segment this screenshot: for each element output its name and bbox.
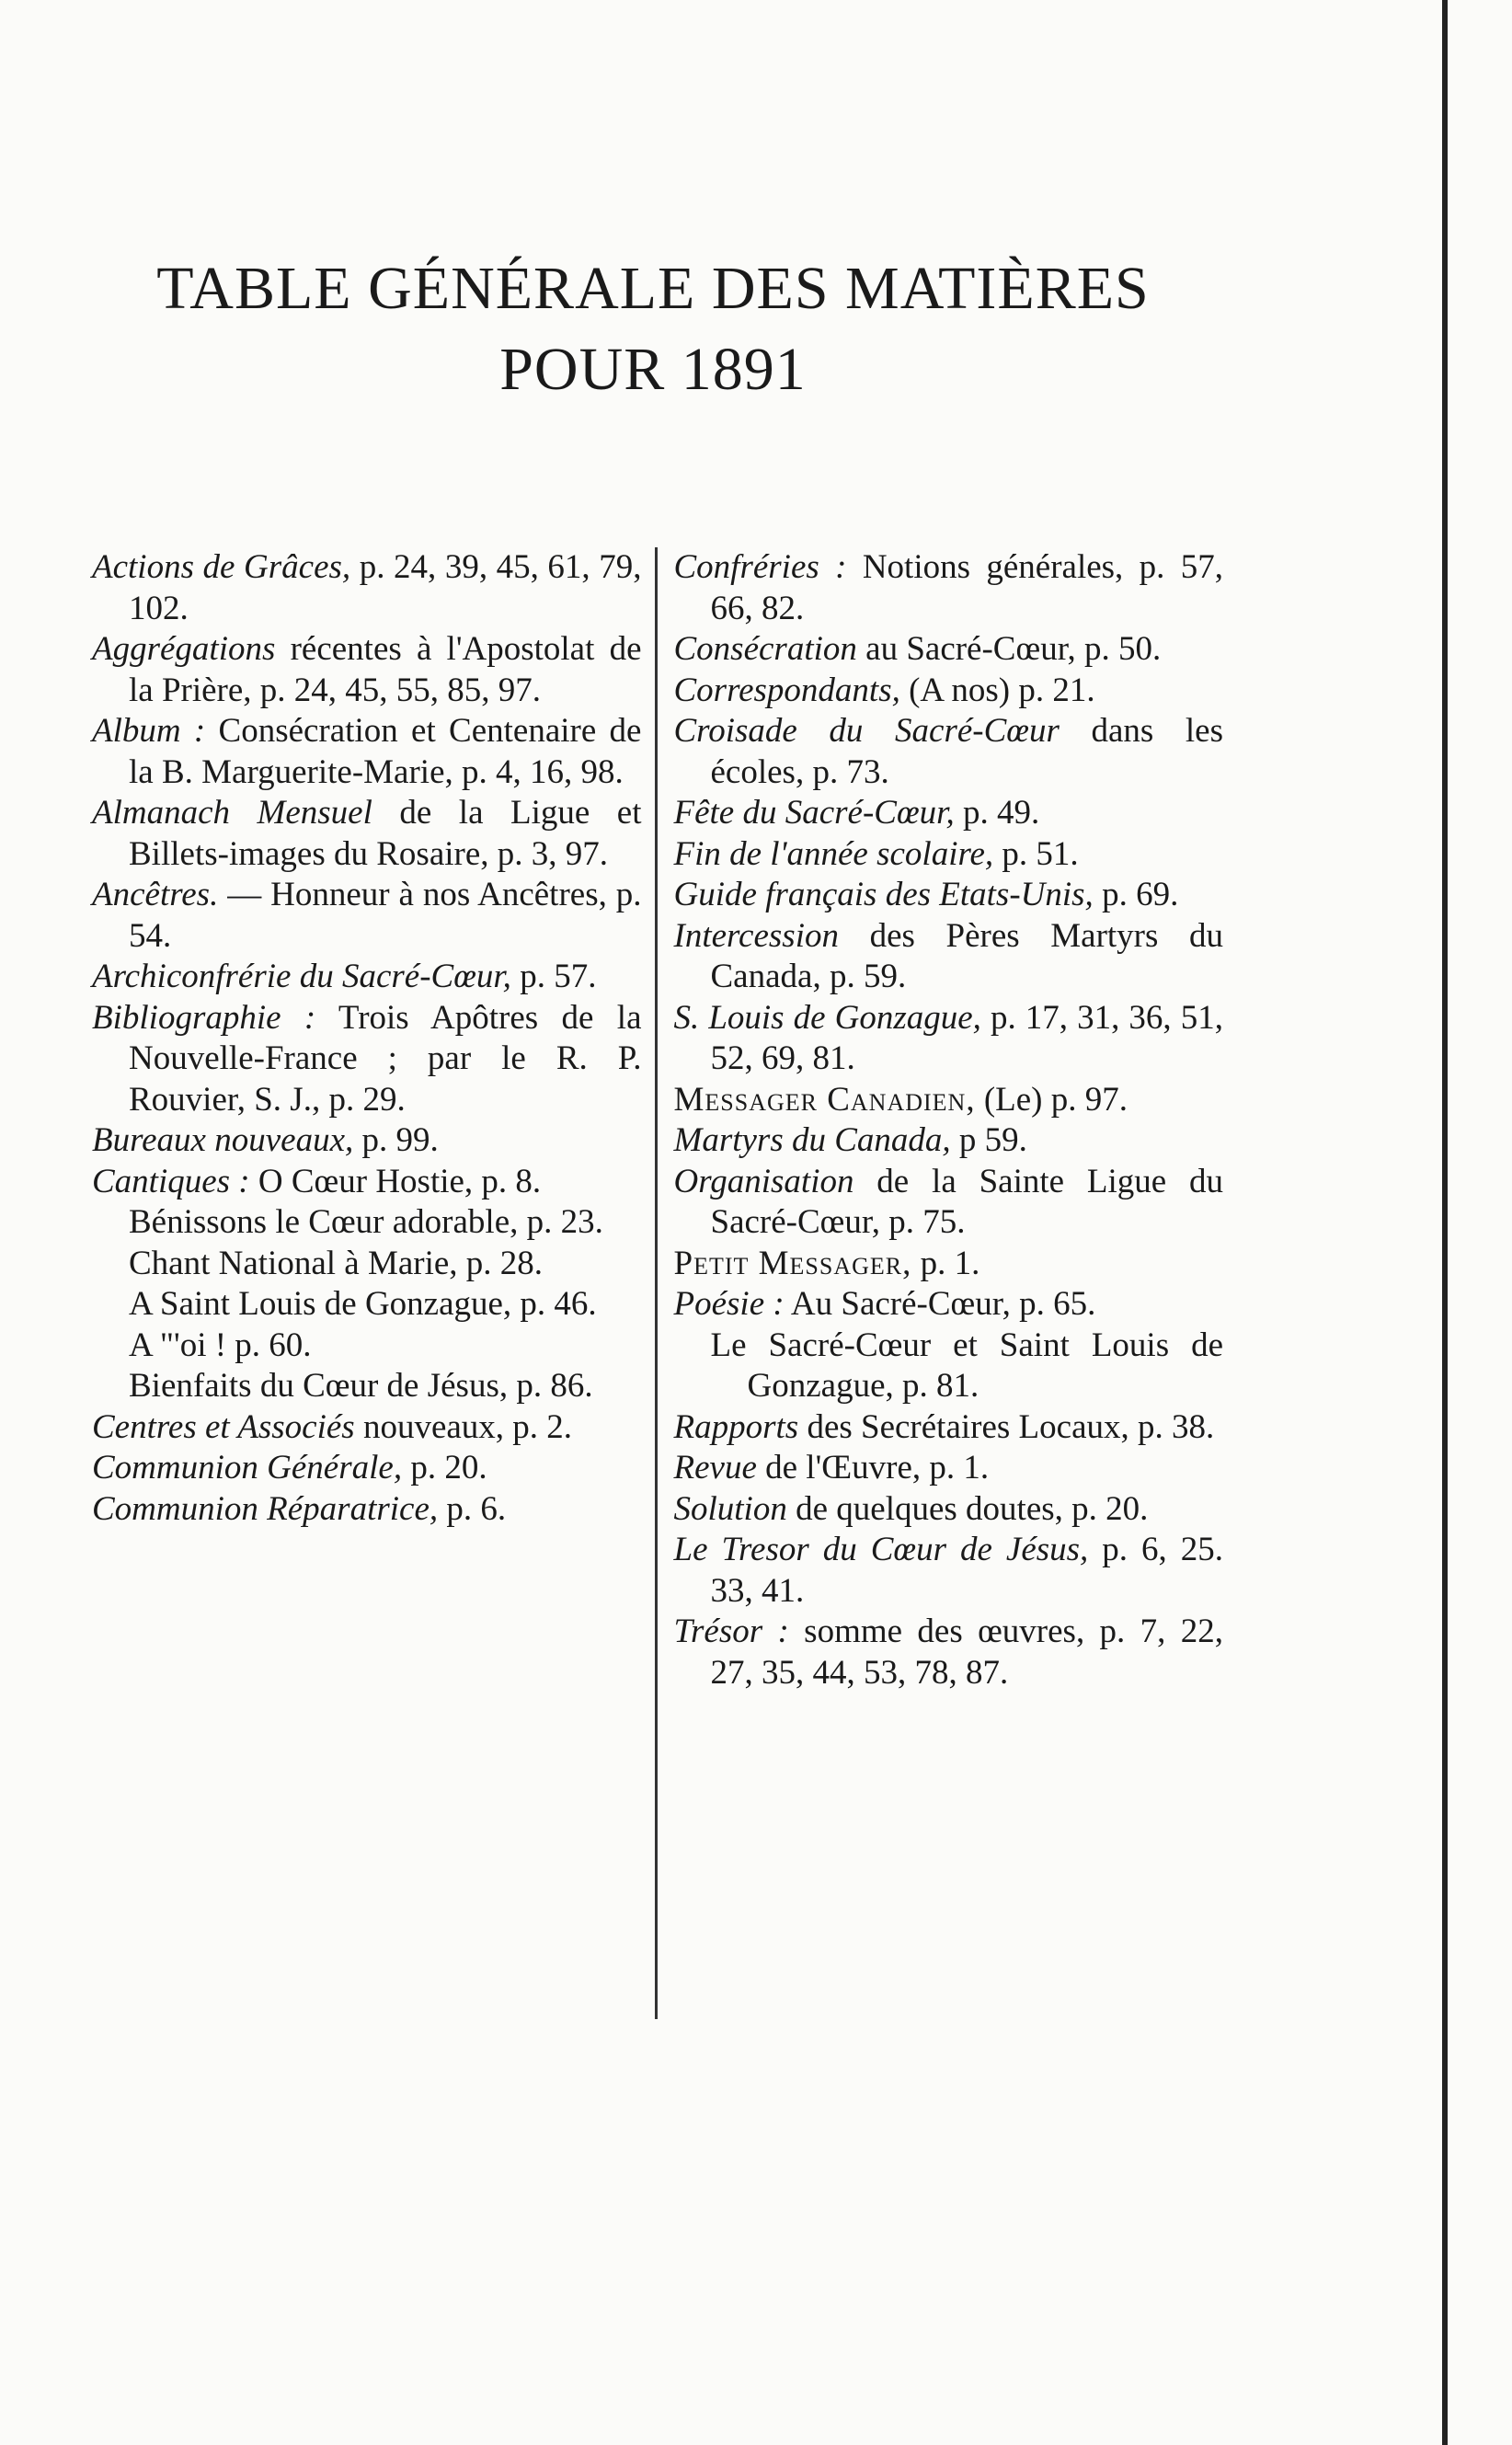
index-entry <box>92 1202 642 1244</box>
page-title <box>92 248 1214 410</box>
entry-term: Organisation <box>673 1162 854 1200</box>
index-entry <box>92 875 642 957</box>
index-entry <box>674 1080 1224 1121</box>
index-entry <box>674 629 1224 671</box>
entry-term: Archiconfrérie du Sacré-Cœur, <box>92 958 511 995</box>
index-entry <box>92 1407 642 1449</box>
entry-pages: Notions générales, p. 57, 66, 82. <box>710 548 1223 627</box>
index-entry <box>92 1489 642 1531</box>
index-entry <box>92 547 642 629</box>
index-entry <box>674 1489 1224 1531</box>
entry-pages: p. 57. <box>510 958 597 995</box>
entry-pages: (Le) p. 97. <box>975 1080 1128 1119</box>
index-entry <box>674 1120 1224 1162</box>
entry-term: Intercession <box>673 916 839 955</box>
entry-term: Martyrs du Canada, <box>673 1121 951 1159</box>
entry-term: Trésor : <box>673 1613 789 1650</box>
index-entry <box>674 547 1224 629</box>
entry-term: Croisade du Sacré-Cœur <box>673 712 1060 750</box>
entry-term: Album : <box>92 712 206 750</box>
entry-term: Centres et Associés <box>92 1407 355 1446</box>
entry-pages: Chant National à Marie, p. 28. <box>129 1244 544 1282</box>
entry-term: Confréries : <box>673 548 847 586</box>
entry-pages: dans les écoles, p. 73. <box>710 712 1223 791</box>
entry-term: Almanach Mensuel <box>92 794 372 832</box>
entry-pages: (A nos) p. 21. <box>899 671 1095 709</box>
index-entry <box>674 711 1224 793</box>
entry-pages: p. 24, 39, 45, 61, 79, 102. <box>129 548 642 627</box>
entry-pages: p. 20. <box>402 1449 487 1487</box>
entry-pages: récentes à l'Apostolat de la Prière, p. 24, 45, 55, 85, 97. <box>129 630 642 709</box>
entry-term: Poésie : <box>673 1285 785 1323</box>
index-entry <box>674 1530 1224 1612</box>
index-entry <box>674 1612 1224 1693</box>
entry-term: Ancêtres. <box>92 876 219 913</box>
entry-pages: de la Ligue et Billets-images du Rosaire, p. 3, 97. <box>129 794 642 873</box>
entry-term: Bureaux nouveaux, <box>92 1121 354 1159</box>
entry-pages: A Saint Louis de Gonzague, p. 46. <box>129 1285 597 1323</box>
entry-pages: p. 6. <box>438 1489 507 1528</box>
entry-term: Messager Canadien, <box>673 1080 976 1119</box>
entry-term: Guide français des Etats-Unis, <box>673 876 1094 913</box>
entry-term: Le Tresor du Cœur de Jésus, <box>673 1531 1089 1568</box>
entry-pages: nouveaux, p. 2. <box>354 1407 573 1446</box>
entry-pages: des Pères Martyrs du Canada, p. 59. <box>710 916 1223 995</box>
entry-term: S. Louis de Gonzague, <box>673 998 981 1037</box>
entry-term: Communion Réparatrice, <box>92 1489 439 1528</box>
right-column <box>655 547 1224 2019</box>
entry-pages: p. 6, 25. 33, 41. <box>710 1531 1224 1610</box>
entry-pages: somme des œuvres, p. 7, 22, 27, 35, 44, 53, 78, 87. <box>710 1613 1223 1692</box>
index-entry <box>92 629 642 711</box>
index-entry <box>674 875 1224 916</box>
entry-pages: Bienfaits du Cœur de Jésus, p. 86. <box>129 1367 593 1405</box>
entry-term: Bibliographie : <box>92 998 316 1037</box>
left-column <box>92 547 655 2019</box>
entry-term: Aggrégations <box>92 630 276 668</box>
title-line-2: POUR 1891 <box>499 336 807 403</box>
entry-term: Correspondants, <box>673 671 900 709</box>
entry-term: Revue <box>673 1449 757 1487</box>
index-entry <box>674 998 1224 1080</box>
index-entry <box>92 793 642 875</box>
index-entry <box>92 957 642 998</box>
entry-pages: Consécration et Centenaire de la B. Marguerite-Marie, p. 4, 16, 98. <box>129 712 642 791</box>
entry-pages: de la Sainte Ligue du Sacré-Cœur, p. 75. <box>710 1162 1223 1241</box>
index-entry <box>674 1326 1224 1407</box>
index-entry <box>674 1162 1224 1244</box>
index-entry <box>674 916 1224 998</box>
entry-pages: de l'Œuvre, p. 1. <box>756 1449 990 1487</box>
entry-pages: p. 99. <box>353 1121 439 1159</box>
entry-pages: A "'oi ! p. 60. <box>129 1326 312 1364</box>
index-entry <box>92 1326 642 1367</box>
entry-pages: de quelques doutes, p. 20. <box>786 1489 1149 1528</box>
entry-term: Consécration <box>673 630 857 668</box>
index-entry <box>674 793 1224 834</box>
entry-term: Solution <box>673 1489 787 1528</box>
index-entry <box>92 1366 642 1407</box>
entry-pages: des Secrétaires Locaux, p. 38. <box>798 1407 1215 1446</box>
entry-pages: Trois Apôtres de la Nouvelle-France ; par le R. P. Rouvier, S. J., p. 29. <box>129 998 642 1119</box>
page-edge-line <box>1442 0 1448 2445</box>
entry-pages: au Sacré-Cœur, p. 50. <box>856 630 1162 668</box>
entry-term: Fête du Sacré-Cœur, <box>673 794 955 832</box>
index-entry <box>92 1448 642 1489</box>
index-entry <box>674 834 1224 876</box>
entry-pages: p. 17, 31, 36, 51, 52, 69, 81. <box>710 998 1223 1077</box>
entry-term: Petit Messager, <box>673 1244 912 1282</box>
index-entry <box>674 1244 1224 1285</box>
index-entry <box>674 1407 1224 1449</box>
entry-term: Actions de Grâces, <box>92 548 351 586</box>
index-entry <box>92 711 642 793</box>
index-entry <box>92 1162 642 1203</box>
index-entry <box>92 1120 642 1162</box>
entry-pages: p. 69. <box>1093 876 1179 913</box>
index-entry <box>92 1284 642 1326</box>
entry-pages: Bénissons le Cœur adorable, p. 23. <box>129 1203 603 1241</box>
entry-pages: O Cœur Hostie, p. 8. <box>249 1162 542 1200</box>
index-entry <box>674 671 1224 712</box>
title-line-1: TABLE GÉNÉRALE DES MATIÈRES <box>156 255 1150 322</box>
entry-term: Fin de l'année scolaire, <box>673 834 994 873</box>
entry-term: Communion Générale, <box>92 1449 403 1487</box>
entry-term: Cantiques : <box>92 1162 250 1200</box>
entry-pages: p. 51. <box>993 834 1079 873</box>
index-entry <box>674 1448 1224 1489</box>
index-entry <box>92 1244 642 1285</box>
entry-pages: p 59. <box>950 1121 1027 1159</box>
index-entry <box>674 1284 1224 1326</box>
entry-pages: Au Sacré-Cœur, p. 65. <box>784 1285 1096 1323</box>
entry-term: Rapports <box>673 1407 799 1446</box>
entry-pages: — Honneur à nos Ancêtres, p. 54. <box>129 876 642 955</box>
index-columns <box>92 547 1223 2019</box>
index-entry <box>92 998 642 1121</box>
entry-pages: p. 49. <box>954 794 1040 832</box>
entry-pages: p. 1. <box>911 1244 980 1282</box>
entry-pages: Le Sacré-Cœur et Saint Louis de Gonzague, p. 81. <box>710 1326 1223 1405</box>
